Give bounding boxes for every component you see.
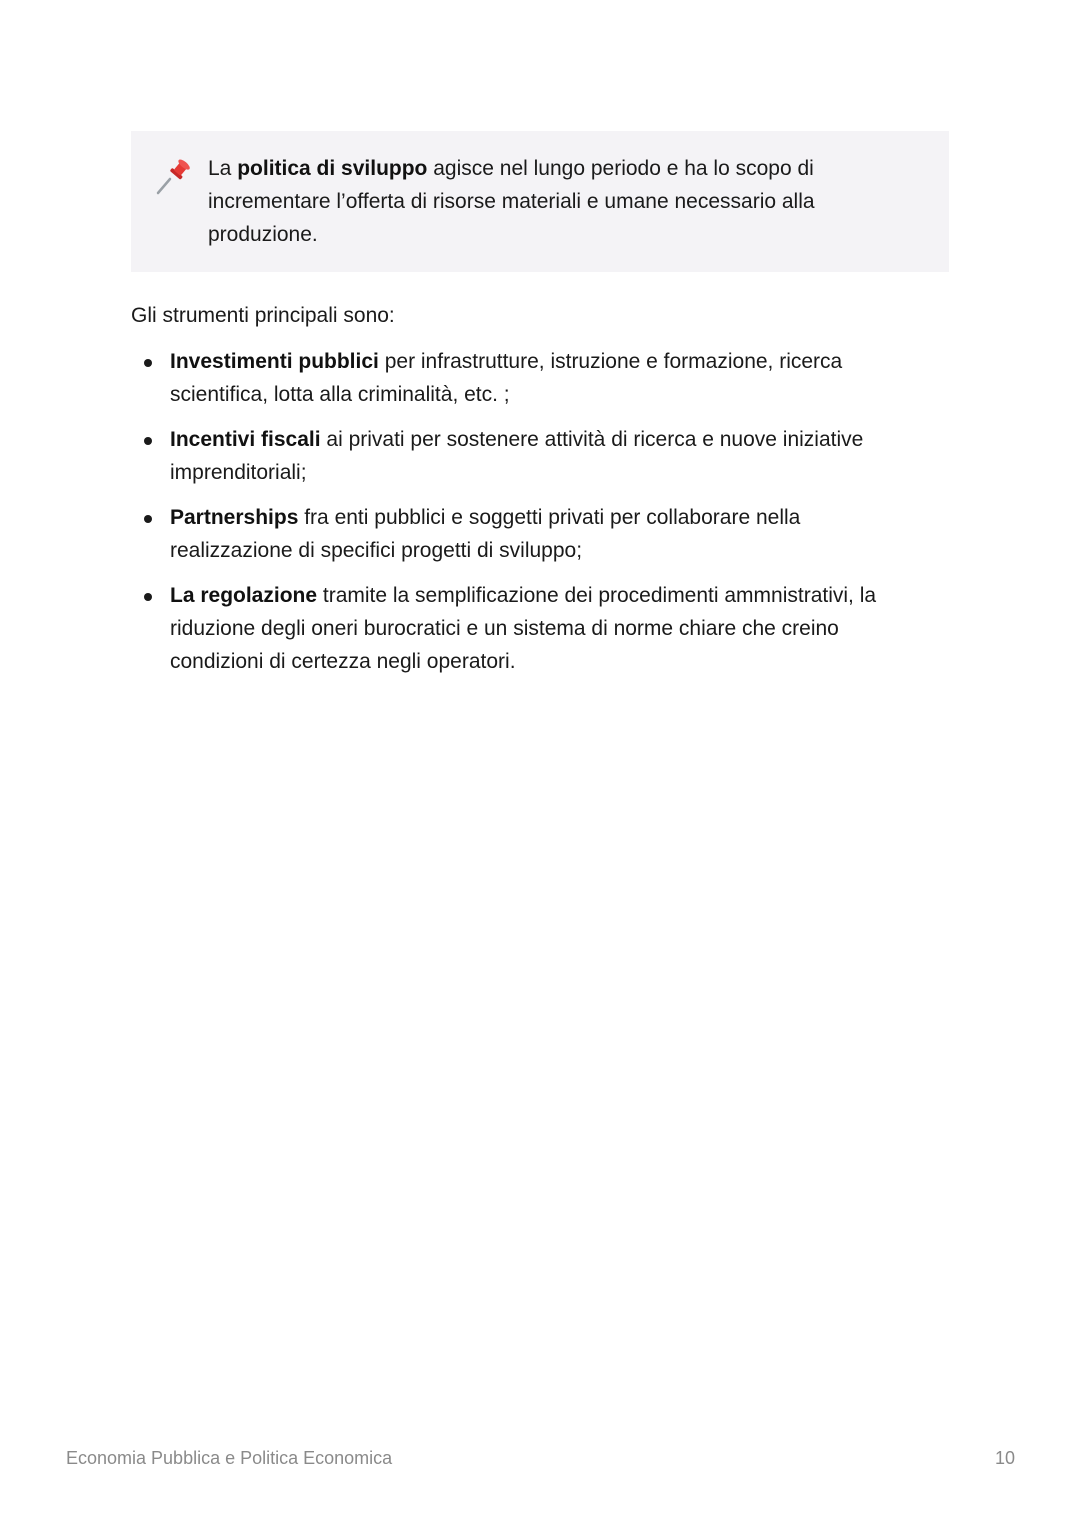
list-item-bold: Investimenti pubblici [170, 350, 379, 373]
callout-text-pre: La [208, 157, 238, 180]
bullet-icon [144, 437, 152, 445]
callout-text-post: agisce nel lungo periodo e ha lo scopo di incrementare l’offerta di risorse materiali e umane necessario alla produzione. [208, 157, 815, 246]
bullet-icon [144, 593, 152, 601]
list-item-bold: La regolazione [170, 584, 318, 607]
intro-text: Gli strumenti principali sono: [131, 304, 395, 327]
callout-text-bold: politica di sviluppo [237, 157, 428, 180]
list-item [131, 501, 921, 567]
callout-text [208, 152, 908, 251]
list-item-text: ai privati per sostenere attività di ricerca e nuove iniziative imprenditoriali; [170, 428, 864, 484]
callout-box [131, 131, 949, 272]
list-item-bold: Incentivi fiscali [170, 428, 321, 451]
list-item [131, 579, 921, 678]
list-item-text: tramite la semplificazione dei procedimenti ammnistrativi, la riduzione degli oneri burocratici e un sistema di norme chiare che creino condizioni di certezza negli operatori. [170, 584, 877, 673]
tools-list [131, 345, 921, 690]
list-item-text: fra enti pubblici e soggetti privati per collaborare nella realizzazione di specifici progetti di sviluppo; [170, 506, 801, 562]
footer-document-title: Economia Pubblica e Politica Economica [66, 1448, 393, 1468]
pushpin-icon [153, 157, 193, 197]
bullet-icon [144, 515, 152, 523]
list-item-text: per infrastrutture, istruzione e formazione, ricerca scientifica, lotta alla criminalità, etc. ; [170, 350, 843, 406]
bullet-icon [144, 359, 152, 367]
list-item [131, 423, 921, 489]
list-item [131, 345, 921, 411]
footer-page-number: 10 [994, 1448, 1015, 1468]
list-item-bold: Partnerships [170, 506, 299, 529]
